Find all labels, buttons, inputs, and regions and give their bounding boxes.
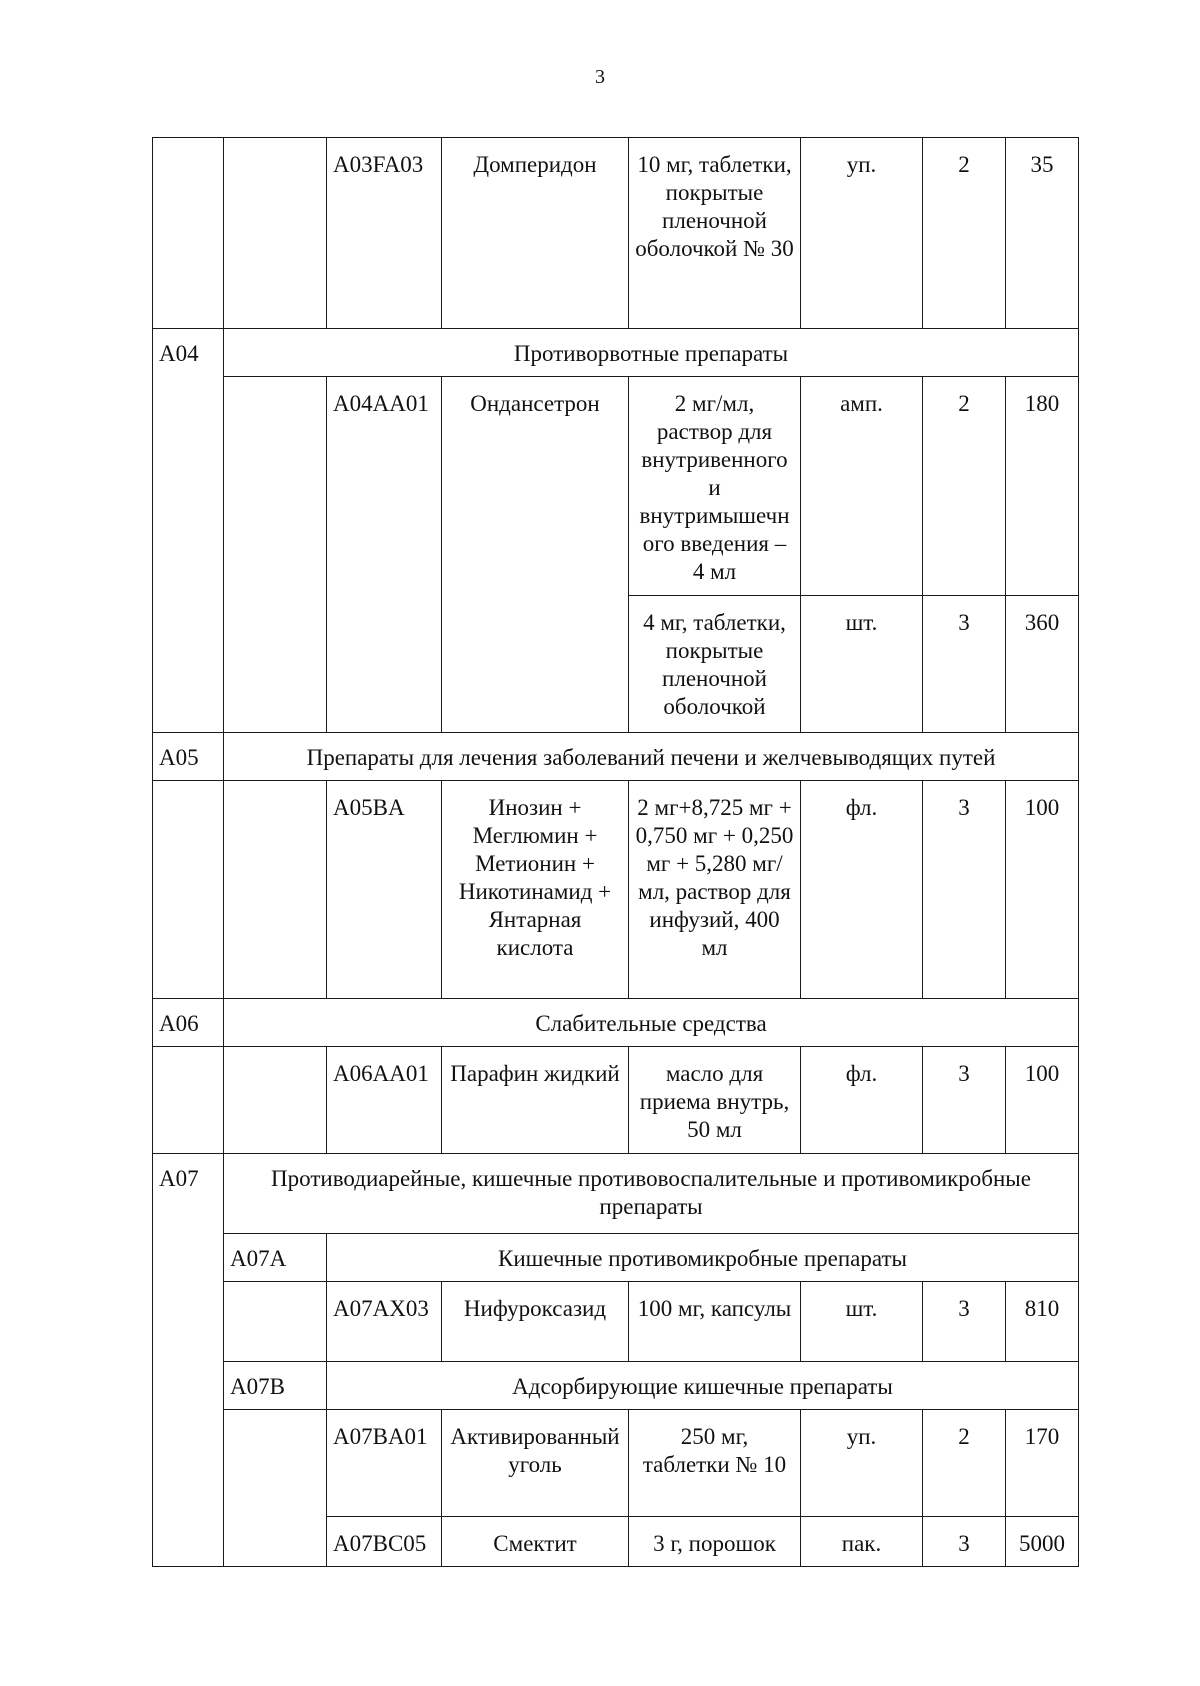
- atc-code-cell: A03FA03: [327, 138, 442, 329]
- total-cell: 360: [1006, 596, 1079, 733]
- dosage-form-cell: 3 г, порошок: [629, 1517, 801, 1567]
- table-row: [153, 781, 1079, 999]
- atc-code-cell: A05BA: [327, 781, 442, 999]
- quantity-cell: 2: [923, 377, 1006, 596]
- subgroup-code-cell: [224, 1047, 327, 1154]
- unit-cell: шт.: [801, 596, 923, 733]
- group-header-row: [153, 999, 1079, 1047]
- atc-code-cell: A07BA01: [327, 1410, 442, 1517]
- group-code-cell: [153, 781, 224, 999]
- quantity-cell: 3: [923, 781, 1006, 999]
- drug-name-cell: Домперидон: [442, 138, 629, 329]
- group-code-cell: A05: [153, 733, 224, 781]
- unit-cell: шт.: [801, 1282, 923, 1362]
- subgroup-code-cell: [224, 1410, 327, 1567]
- table-row: [153, 1410, 1079, 1517]
- quantity-cell: 3: [923, 1282, 1006, 1362]
- dosage-form-cell: 2 мг+8,725 мг + 0,750 мг + 0,250 мг + 5,280 мг/мл, раствор для инфузий, 400 мл: [629, 781, 801, 999]
- group-code-cell: A07: [153, 1154, 224, 1567]
- quantity-cell: 3: [923, 1517, 1006, 1567]
- table-row: [153, 1047, 1079, 1154]
- unit-cell: фл.: [801, 781, 923, 999]
- subgroup-code-cell: [224, 138, 327, 329]
- total-cell: 5000: [1006, 1517, 1079, 1567]
- group-code-cell: [153, 1047, 224, 1154]
- subgroup-code-cell: [224, 1282, 327, 1362]
- drug-table: [152, 137, 1079, 1567]
- quantity-cell: 3: [923, 1047, 1006, 1154]
- subgroup-code-cell: [224, 781, 327, 999]
- dosage-form-cell: масло для приема внутрь, 50 мл: [629, 1047, 801, 1154]
- quantity-cell: 3: [923, 596, 1006, 733]
- subgroup-title-cell: Адсорбирующие кишечные препараты: [327, 1362, 1079, 1410]
- drug-name-cell: Активированный уголь: [442, 1410, 629, 1517]
- dosage-form-cell: 2 мг/мл, раствор для внутривенного и внутримышечного введения – 4 мл: [629, 377, 801, 596]
- unit-cell: уп.: [801, 138, 923, 329]
- subgroup-title-cell: Кишечные противомикробные препараты: [327, 1234, 1079, 1282]
- quantity-cell: 2: [923, 1410, 1006, 1517]
- group-header-row: [153, 1154, 1079, 1234]
- quantity-cell: 2: [923, 138, 1006, 329]
- drug-name-cell: Смектит: [442, 1517, 629, 1567]
- total-cell: 100: [1006, 781, 1079, 999]
- total-cell: 100: [1006, 1047, 1079, 1154]
- drug-name-cell: Ондансетрон: [442, 377, 629, 733]
- dosage-form-cell: 10 мг, таблетки, покрытые пленочной оболочкой № 30: [629, 138, 801, 329]
- dosage-form-cell: 100 мг, капсулы: [629, 1282, 801, 1362]
- total-cell: 35: [1006, 138, 1079, 329]
- subgroup-code-cell: A07B: [224, 1362, 327, 1410]
- drug-name-cell: Парафин жидкий: [442, 1047, 629, 1154]
- table-row: [153, 377, 1079, 596]
- total-cell: 180: [1006, 377, 1079, 596]
- group-code-cell: A04: [153, 329, 224, 733]
- page-number: 3: [595, 66, 605, 88]
- group-title-cell: Слабительные средства: [224, 999, 1079, 1047]
- group-code-cell: [153, 138, 224, 329]
- group-code-cell: A06: [153, 999, 224, 1047]
- unit-cell: уп.: [801, 1410, 923, 1517]
- drug-name-cell: Инозин + Меглюмин + Метионин + Никотинамид + Янтарная кислота: [442, 781, 629, 999]
- atc-code-cell: A07AX03: [327, 1282, 442, 1362]
- drug-name-cell: Нифуроксазид: [442, 1282, 629, 1362]
- atc-code-cell: A04AA01: [327, 377, 442, 733]
- subgroup-header-row: [153, 1362, 1079, 1410]
- atc-code-cell: A06AA01: [327, 1047, 442, 1154]
- group-title-cell: Препараты для лечения заболеваний печени и желчевыводящих путей: [224, 733, 1079, 781]
- total-cell: 170: [1006, 1410, 1079, 1517]
- table-row: [153, 1282, 1079, 1362]
- group-header-row: [153, 733, 1079, 781]
- unit-cell: амп.: [801, 377, 923, 596]
- group-title-cell: Противорвотные препараты: [224, 329, 1079, 377]
- group-header-row: [153, 329, 1079, 377]
- unit-cell: пак.: [801, 1517, 923, 1567]
- subgroup-code-cell: A07A: [224, 1234, 327, 1282]
- atc-code-cell: A07BC05: [327, 1517, 442, 1567]
- total-cell: 810: [1006, 1282, 1079, 1362]
- dosage-form-cell: 250 мг, таблетки № 10: [629, 1410, 801, 1517]
- dosage-form-cell: 4 мг, таблетки, покрытые пленочной оболочкой: [629, 596, 801, 733]
- table-row: [153, 138, 1079, 329]
- subgroup-header-row: [153, 1234, 1079, 1282]
- unit-cell: фл.: [801, 1047, 923, 1154]
- subgroup-code-cell: [224, 377, 327, 733]
- group-title-cell: Противодиарейные, кишечные противовоспалительные и противомикробные препараты: [224, 1154, 1079, 1234]
